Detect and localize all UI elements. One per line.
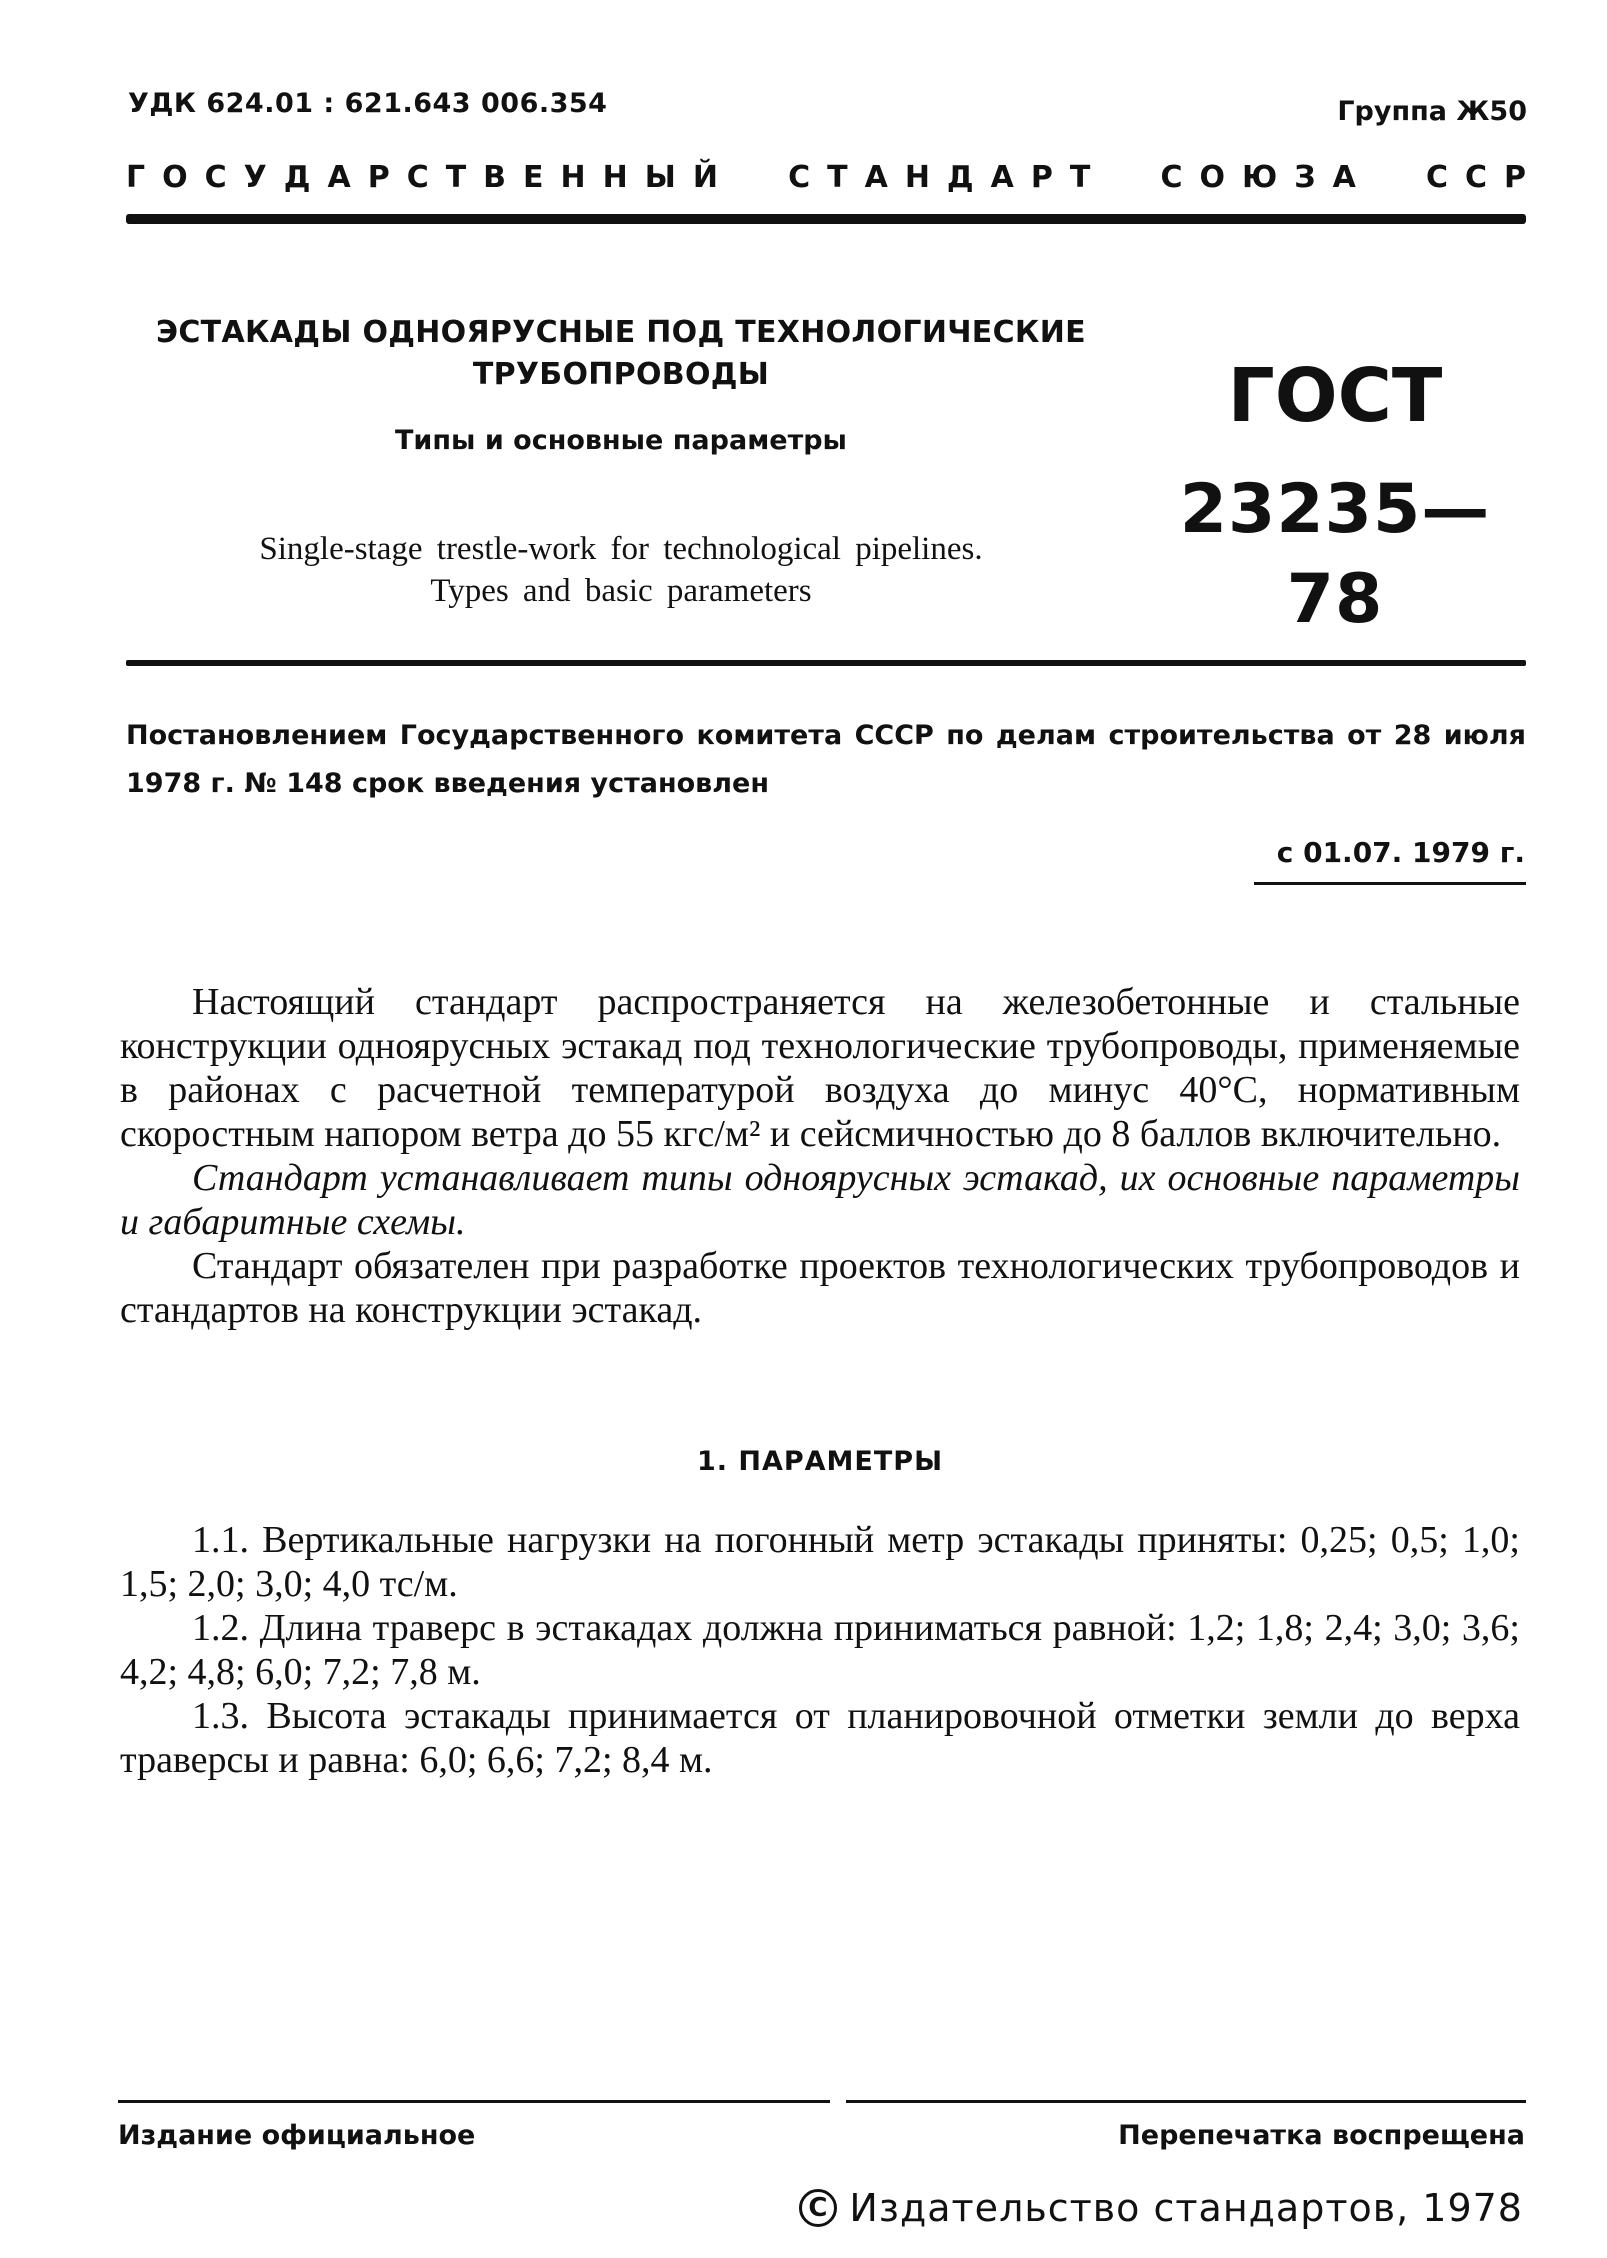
clause-1-1: 1.1. Вертикальные нагрузки на погонный метр эстакады приняты: 0,25; 0,5; 1,0; 1,5; 2,0; 3,0; 4,0 тс/м.: [120, 1519, 1520, 1605]
gost-number: 23235—78: [1179, 470, 1491, 639]
official-edition: Издание официальное: [118, 2120, 476, 2151]
english-title-line-1: Single-stage trestle-work for technological pipelines.: [259, 531, 983, 567]
title-divider: [126, 660, 1526, 666]
gost-label: ГОСТ: [1227, 353, 1443, 439]
reprint-notice: Перепечатка воспрещена: [1118, 2120, 1525, 2151]
group-code: Группа Ж50: [1337, 96, 1527, 127]
parameters-section: [120, 1518, 1520, 1782]
intro-paragraph-3: Стандарт обязателен при разработке проектов технологических трубопроводов и стандартов на конструкции эстакад.: [120, 1245, 1520, 1331]
state-standard-word: ССР: [1425, 160, 1543, 195]
intro-paragraph-2: Стандарт устанавливает типы одноярусных эстакад, их основные параметры и габаритные схемы.: [120, 1157, 1520, 1243]
decree-text: Постановлением Государственного комитета СССР по делам строительства от 28 июля 1978 г. № 148 срок введения установлен: [126, 720, 1526, 799]
clause-1-2: 1.2. Длина траверс в эстакадах должна приниматься равной: 1,2; 1,8; 2,4; 3,0; 3,6; 4,2; 4,8; 6,0; 7,2; 7,8 м.: [120, 1607, 1520, 1693]
effective-date: с 01.07. 1979 г.: [1276, 836, 1525, 869]
document-title: [126, 312, 1116, 396]
copyright-icon: C: [799, 2189, 837, 2227]
english-title-line-2: Types and basic parameters: [430, 573, 812, 609]
document-subtitle: Типы и основные параметры: [395, 425, 847, 456]
publisher-line: [799, 2186, 1523, 2230]
title-line-1: ЭСТАКАДЫ ОДНОЯРУСНЫЕ ПОД ТЕХНОЛОГИЧЕСКИЕ: [156, 315, 1086, 350]
publisher-text: Издательство стандартов, 1978: [849, 2186, 1523, 2230]
footer-divider-left: [118, 2100, 830, 2103]
header-divider: [126, 214, 1526, 224]
gost-designation: [1140, 355, 1530, 645]
english-title: [126, 528, 1116, 612]
state-standard-heading: [126, 160, 1543, 195]
title-line-2: ТРУБОПРОВОДЫ: [472, 357, 770, 392]
state-standard-word: ГОСУДАРСТВЕННЫЙ: [126, 160, 735, 195]
introduction: [120, 980, 1520, 1332]
footer-divider-right: [846, 2100, 1526, 2103]
clause-1-3: 1.3. Высота эстакады принимается от планировочной отметки земли до верха траверсы и равна: 6,0; 6,6; 7,2; 8,4 м.: [120, 1695, 1520, 1781]
udc-code: УДК 624.01 : 621.643 006.354: [128, 88, 608, 119]
state-standard-word: СОЮЗА: [1160, 160, 1373, 195]
section-heading: 1. ПАРАМЕТРЫ: [696, 1446, 944, 1477]
effective-date-underline: [1254, 882, 1526, 885]
intro-paragraph-1: Настоящий стандарт распространяется на железобетонные и стальные конструкции одноярусных эстакад под технологические трубопроводы, применяемые в районах с расчетной температурой воздуха до минус 40°С, нормативным скоростным напором ветра до 55 кгс/м² и сейсмичностью до 8 баллов включительно.: [120, 981, 1520, 1155]
state-standard-word: СТАНДАРТ: [788, 160, 1108, 195]
